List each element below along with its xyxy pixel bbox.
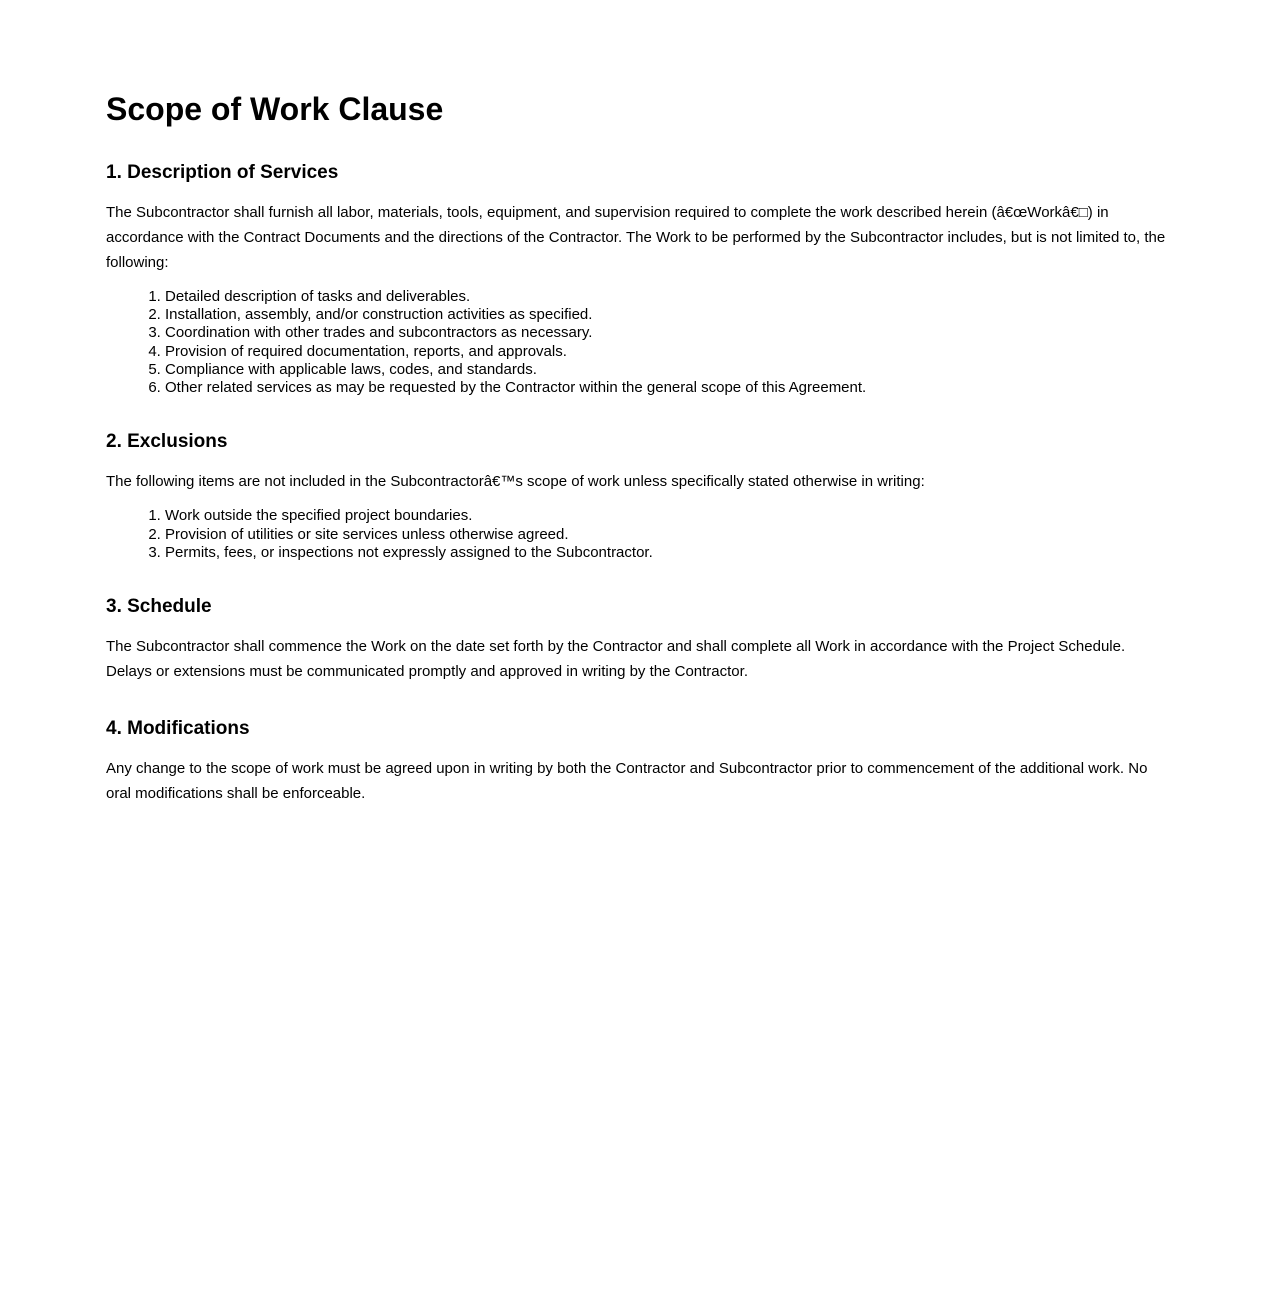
list-item: 2. Installation, assembly, and/or construction activities as specified. [165,306,1172,324]
section-heading: 2. Exclusions [106,431,228,453]
list-item: 1. Detailed description of tasks and deliverables. [165,288,1172,306]
list-item: 5. Compliance with applicable laws, codes, and standards. [165,361,1172,379]
list-item: 3. Coordination with other trades and subcontractors as necessary. [165,324,1172,342]
document-sections [106,162,1172,806]
document-section [106,431,1172,562]
list-item: 4. Provision of required documentation, reports, and approvals. [165,343,1172,361]
list-item: 2. Provision of utilities or site services unless otherwise agreed. [165,526,1172,544]
section-heading: 4. Modifications [106,718,250,739]
section-paragraph: The following items are not included in the Subcontractorâ€™s scope of work unless specifically stated otherwise in writing: [106,473,925,491]
section-heading: 1. Description of Services [106,161,339,183]
section-numbered-list [106,288,1172,398]
document-section [106,718,1172,806]
list-item: 6. Other related services as may be requested by the Contractor within the general scope of this Agreement. [165,379,1172,397]
section-paragraph: The Subcontractor shall furnish all labor, materials, tools, equipment, and supervision required to complete the work described herein (â€œWorkâ€□) in accordance with the Contract Documents and the directions of the Contractor. The Work to be performed by the Subcontractor includes, but is not limited to, the following: [106,203,1166,271]
document-title: Scope of Work Clause [106,91,444,127]
section-paragraph: Any change to the scope of work must be agreed upon in writing by both the Contractor and Subcontractor prior to commencement of the additional work. No oral modifications shall be enforceable. [106,759,1148,802]
section-paragraph: The Subcontractor shall commence the Work on the date set forth by the Contractor and shall complete all Work in accordance with the Project Schedule. Delays or extensions must be communicated promptly and approved in writing by the Contractor. [106,638,1126,680]
list-item: 1. Work outside the specified project boundaries. [165,507,1172,525]
section-numbered-list [106,507,1172,562]
document-section [106,596,1172,684]
list-item: 3. Permits, fees, or inspections not expressly assigned to the Subcontractor. [165,544,1172,562]
document-section [106,162,1172,398]
section-heading: 3. Schedule [106,596,212,618]
